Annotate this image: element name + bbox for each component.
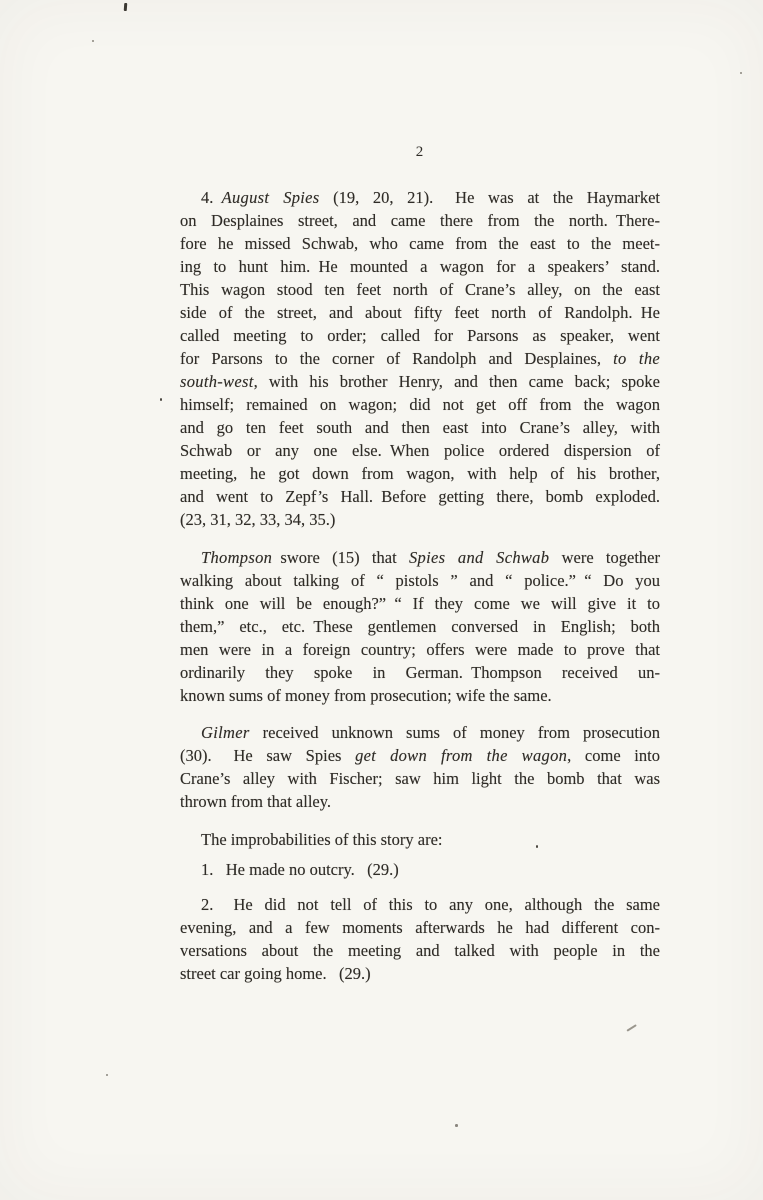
text-segment: , come into (567, 746, 660, 765)
text-line (180, 347, 660, 370)
text-segment: side of the street, and about fifty feet north of Randolph. He (180, 303, 660, 322)
text-segment: himself; remained on wagon; did not get off from the wagon (180, 395, 660, 414)
italic-text-segment: get down from the wagon (355, 746, 568, 765)
text-segment: 4. (201, 188, 222, 207)
text-segment: street car going home. (29.) (180, 964, 371, 983)
text-line (180, 370, 660, 393)
text-segment: think one will be enough?” “ If they come we will give it to (180, 594, 660, 613)
thompson-paragraph (180, 546, 660, 707)
improbabilities-heading (180, 828, 660, 851)
text-segment: meeting, he got down from wagon, with help of his brother, (180, 464, 660, 483)
text-line (180, 255, 660, 278)
italic-text-segment: Gilmer (201, 723, 250, 742)
text-segment: received unknown sums of money from prosecution (249, 723, 660, 742)
text-line (180, 721, 660, 744)
text-line (180, 592, 660, 615)
text-segment: swore (15) that (272, 548, 409, 567)
text-segment: versations about the meeting and talked with people in the (180, 941, 660, 960)
text-line (180, 324, 660, 347)
text-line (180, 684, 660, 707)
scan-speck (92, 40, 94, 42)
text-line (180, 790, 660, 813)
text-segment: men were in a foreign country; offers were made to prove that (180, 640, 660, 659)
text-line (180, 858, 660, 881)
text-segment: fore he missed Schwab, who came from the east to the meet- (180, 234, 660, 253)
italic-text-segment: to the (613, 349, 660, 368)
text-line (180, 278, 660, 301)
text-segment: them,” etc., etc. These gentlemen conversed in English; both (180, 617, 660, 636)
text-segment: ordinarily they spoke in German. Thompson received un- (180, 663, 660, 682)
text-line (180, 939, 660, 962)
text-segment: called meeting to order; called for Parsons as speaker, went (180, 326, 660, 345)
text-line (180, 393, 660, 416)
text-segment: walking about talking of “ pistols ” and “ police.” “ Do you (180, 571, 660, 590)
text-segment: thrown from that alley. (180, 792, 332, 811)
text-segment: ing to hunt him. He mounted a wagon for a speakers’ stand. (180, 257, 660, 276)
text-line (180, 508, 660, 531)
text-segment: were together (549, 548, 660, 567)
italic-text-segment: Thompson (201, 548, 273, 567)
spies-paragraph (180, 186, 660, 531)
text-line (180, 962, 660, 985)
text-segment: known sums of money from prosecution; wife the same. (180, 686, 552, 705)
gilmer-paragraph (180, 721, 660, 813)
text-line (180, 416, 660, 439)
text-segment: for Parsons to the corner of Randolph and Desplaines, (180, 349, 614, 368)
text-line (180, 546, 660, 569)
text-line (180, 232, 660, 255)
text-line (180, 569, 660, 592)
text-line (180, 301, 660, 324)
text-line (180, 186, 660, 209)
text-line (180, 767, 660, 790)
text-segment: (30). He saw Spies (180, 746, 356, 765)
scan-speck (160, 398, 162, 401)
item-1-paragraph (180, 858, 660, 881)
text-line (180, 209, 660, 232)
text-segment: Schwab or any one else. When police ordered dispersion of (180, 441, 660, 460)
scan-speck (740, 72, 742, 74)
text-segment: The improbabilities of this story are: (201, 830, 443, 849)
scan-speck (455, 1124, 458, 1127)
page-number: 2 (415, 144, 425, 160)
text-line (180, 439, 660, 462)
text-segment: and go ten feet south and then east into Crane’s alley, with (180, 418, 660, 437)
text-segment: (23, 31, 32, 33, 34, 35.) (180, 510, 336, 529)
scan-speck (106, 1074, 108, 1076)
text-segment: and went to Zepf’s Hall. Before getting there, bomb exploded. (180, 487, 660, 506)
item-2-paragraph (180, 893, 660, 985)
italic-text-segment: south-west (180, 372, 254, 391)
text-segment: evening, and a few moments afterwards he had different con- (180, 918, 660, 937)
text-line (180, 661, 660, 684)
text-line (180, 638, 660, 661)
scan-scratch (626, 1024, 636, 1031)
text-line (180, 744, 660, 767)
text-segment: Crane’s alley with Fischer; saw him light the bomb that was (180, 769, 660, 788)
text-line (180, 893, 660, 916)
text-segment: , with his brother Henry, and then came back; spoke (253, 372, 660, 391)
text-segment: 2. He did not tell of this to any one, although the same (201, 895, 660, 914)
italic-text-segment: August Spies (221, 188, 320, 207)
text-segment: 1. He made no outcry. (29.) (201, 860, 399, 879)
text-segment: (19, 20, 21). He was at the Haymarket (319, 188, 660, 207)
text-segment: on Desplaines street, and came there from the north. There- (180, 211, 660, 230)
scan-mark (124, 3, 127, 11)
text-line (180, 916, 660, 939)
text-line (180, 462, 660, 485)
text-line (180, 615, 660, 638)
text-line (180, 485, 660, 508)
page-text (180, 186, 660, 985)
text-segment: This wagon stood ten feet north of Crane’s alley, on the east (180, 280, 660, 299)
text-line (180, 828, 660, 851)
italic-text-segment: Spies and Schwab (408, 548, 550, 567)
